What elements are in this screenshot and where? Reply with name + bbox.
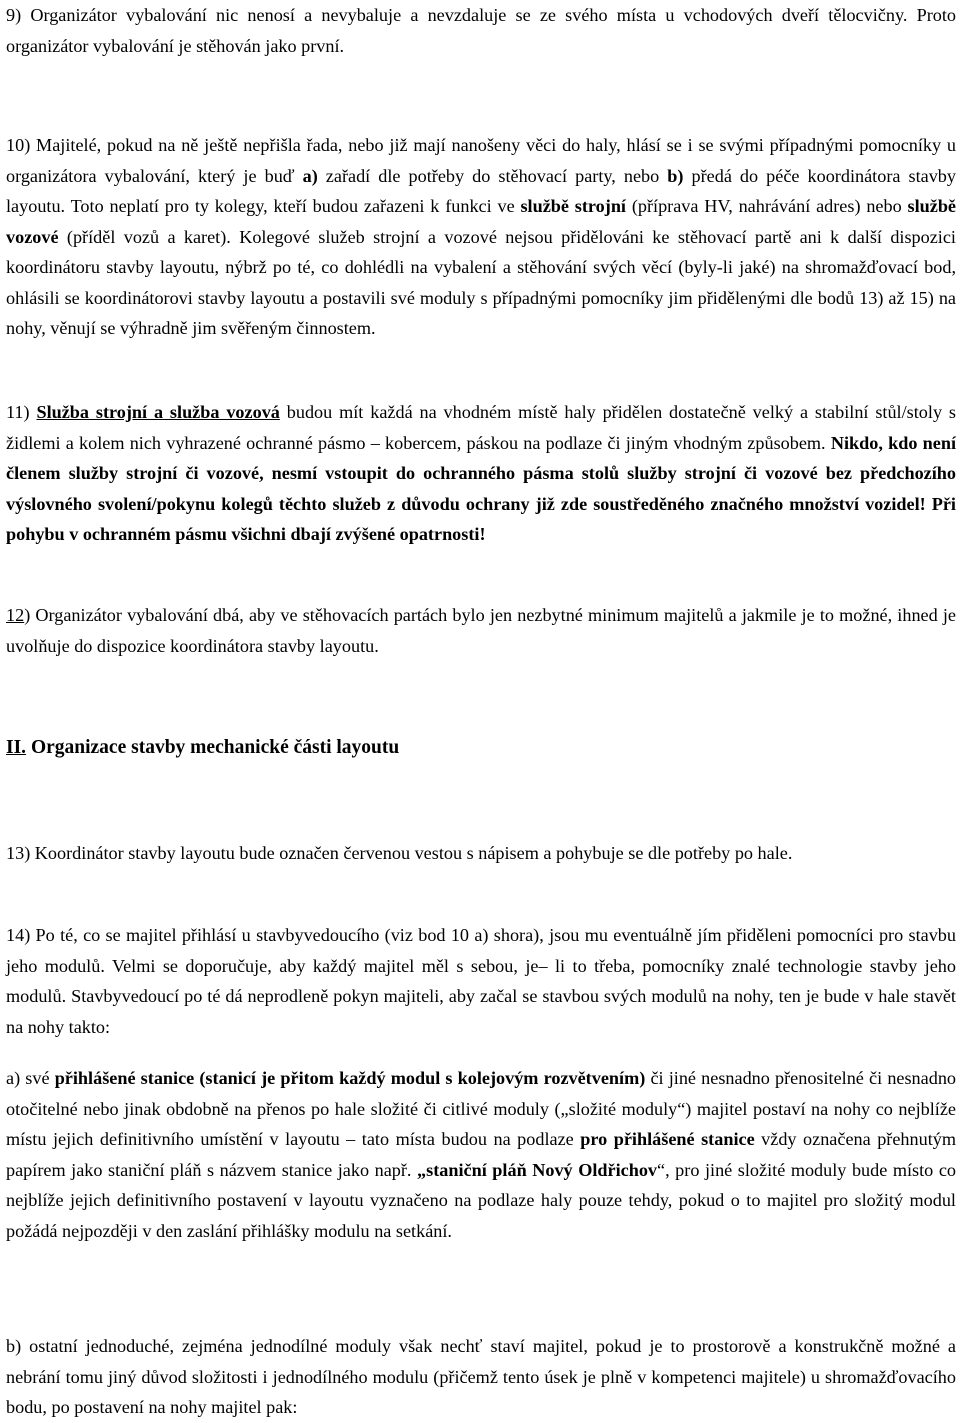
paragraph-14a-bold-stations: přihlášené stanice (stanicí je přitom každý modul s kolejovým rozvětvením) bbox=[54, 1068, 646, 1088]
paragraph-13-text: 13) Koordinátor stavby layoutu bude označen červenou vestou s nápisem a pohybuje se dle potřeby po hale. bbox=[6, 843, 793, 863]
paragraph-10-text: (příprava HV, nahrávání adres) nebo bbox=[626, 196, 908, 216]
paragraph-13 bbox=[6, 838, 956, 869]
paragraph-10-bold-a: a) bbox=[302, 165, 318, 186]
paragraph-14 bbox=[6, 920, 956, 1042]
paragraph-14a-bold-registered: pro přihlášené stanice bbox=[580, 1129, 755, 1149]
paragraph-14b bbox=[6, 1331, 956, 1423]
paragraph-12 bbox=[6, 600, 956, 661]
paragraph-14a-text: či jiné nesnadno přenositelné či nesnadno otočitelné nebo jinak obdobně na přenos po hale složité či citlivé moduly („složité moduly“) majitel postaví na nohy co nejblíže místu jejich definitivního umístění v layoutu – tato místa budou na podlaze bbox=[6, 1068, 957, 1149]
paragraph-10-text: 10) Majitelé, pokud na ně ještě nepřišla řada, nebo již mají nanošeny věci do haly, hlásí se i se svými případnými pomocníky u organizátora vybalování, který je buď bbox=[6, 135, 956, 186]
section-number: II. bbox=[6, 737, 27, 758]
paragraph-10 bbox=[6, 130, 956, 344]
paragraph-10-text: (příděl vozů a karet). Kolegové služeb strojní a vozové nejsou přidělováni ke stěhovací partě ani k další dispozici koordinátoru stavby layoutu, nýbrž po té, co dohlédli na vybalení a stěhování svých věcí (byly-li jaké) na shromažďovací bod, ohlásili se koordinátorovi stavby layoutu a postavili své moduly s případnými pomocníky jim přidělenými dle bodů 13) až 15) na nohy, věnují se výhradně jim svěřeným činnostem. bbox=[6, 226, 956, 338]
paragraph-14b-text: b) ostatní jednoduché, zejména jednodílné moduly však nechť staví majitel, pokud je to prostorově a konstrukčně možné a nebrání tomu jiný důvod složitosti i jednodílného modulu (přičemž tento úsek je plně v kompetenci majitele) u shromažďovacího bodu, po postavení na nohy majitel pak: bbox=[6, 1336, 956, 1417]
section-heading bbox=[6, 733, 956, 764]
paragraph-14a-bold-example: „staniční pláň Nový Oldřichov bbox=[417, 1159, 658, 1180]
paragraph-10-bold-car-service: službě vozové bbox=[6, 196, 957, 247]
paragraph-10-bold-b: b) bbox=[667, 165, 684, 186]
paragraph-11-services-heading: Služba strojní a služba vozová bbox=[36, 402, 280, 422]
paragraph-11-text: budou mít každá na vhodném místě haly přidělen dostatečně velký a stabilní stůl/stoly s židlemi a kolem nich vyhrazené ochranné pásmo – kobercem, páskou na podlaze či jiným vhodným způsobem. bbox=[6, 402, 956, 453]
paragraph-11 bbox=[6, 397, 956, 550]
paragraph-12-text: ) Organizátor vybalování dbá, aby ve stěhovacích partách bylo jen nezbytné minimum majitelů a jakmile je to možné, ihned je uvolňuje do dispozice koordinátora stavby layoutu. bbox=[6, 605, 956, 656]
paragraph-10-text: předá do péče koordinátora stavby layoutu. Toto neplatí pro ty kolegy, kteří budou zařazeni k funkci ve bbox=[6, 165, 956, 216]
paragraph-10-text: zařadí dle potřeby do stěhovací party, nebo bbox=[317, 165, 668, 186]
paragraph-14a-text: a) své bbox=[6, 1068, 55, 1088]
paragraph-10-bold-machine-service: službě strojní bbox=[520, 196, 626, 216]
paragraph-9 bbox=[6, 0, 956, 61]
paragraph-11-number: 11) bbox=[6, 402, 37, 422]
paragraph-9-text: 9) Organizátor vybalování nic nenosí a nevybaluje a nevzdaluje se ze svého místa u vchodových dveří tělocvičny. Proto organizátor vybalování je stěhován jako první. bbox=[6, 5, 956, 56]
paragraph-14a bbox=[6, 1063, 956, 1246]
paragraph-14a-text: “, pro jiné složité moduly bude místo co nejblíže jejich definitivního postavení v layoutu vyznačeno na podlaze haly pouze tehdy, pokud o to majitel pro složitý modul požádá nejpozději v den zaslání přihlášky modulu na setkání. bbox=[6, 1159, 956, 1241]
paragraph-12-number: 12 bbox=[6, 605, 25, 625]
paragraph-14-text: 14) Po té, co se majitel přihlásí u stavbyvedoucího (viz bod 10 a) shora), jsou mu eventuálně jím přiděleni pomocníci pro stavbu jeho modulů. Velmi se doporučuje, aby každý majitel měl s sebou, je– li to třeba, pomocníky znalé technologie stavby jeho modulů. Stavbyvedoucí po té dá neprodleně pokyn majiteli, aby začal se stavbou svých modulů na nohy, ten je bude v hale stavět na nohy takto: bbox=[6, 925, 956, 1037]
section-title: Organizace stavby mechanické části layoutu bbox=[26, 737, 400, 758]
paragraph-11-warning: Nikdo, kdo není členem služby strojní či vozové, nesmí vstoupit do ochranného pásma stolů služby strojní či vozové bez předchozího výslovného svolení/pokynu kolegů těchto služeb z důvodu ochrany již zde soustředěného značného množství vozidel! Při pohybu v ochranném pásmu všichni dbají zvýšené opatrnosti! bbox=[6, 432, 956, 544]
paragraph-14a-text: vždy označena přehnutým papírem jako staniční pláň s názvem stanice jako např. bbox=[6, 1129, 956, 1180]
